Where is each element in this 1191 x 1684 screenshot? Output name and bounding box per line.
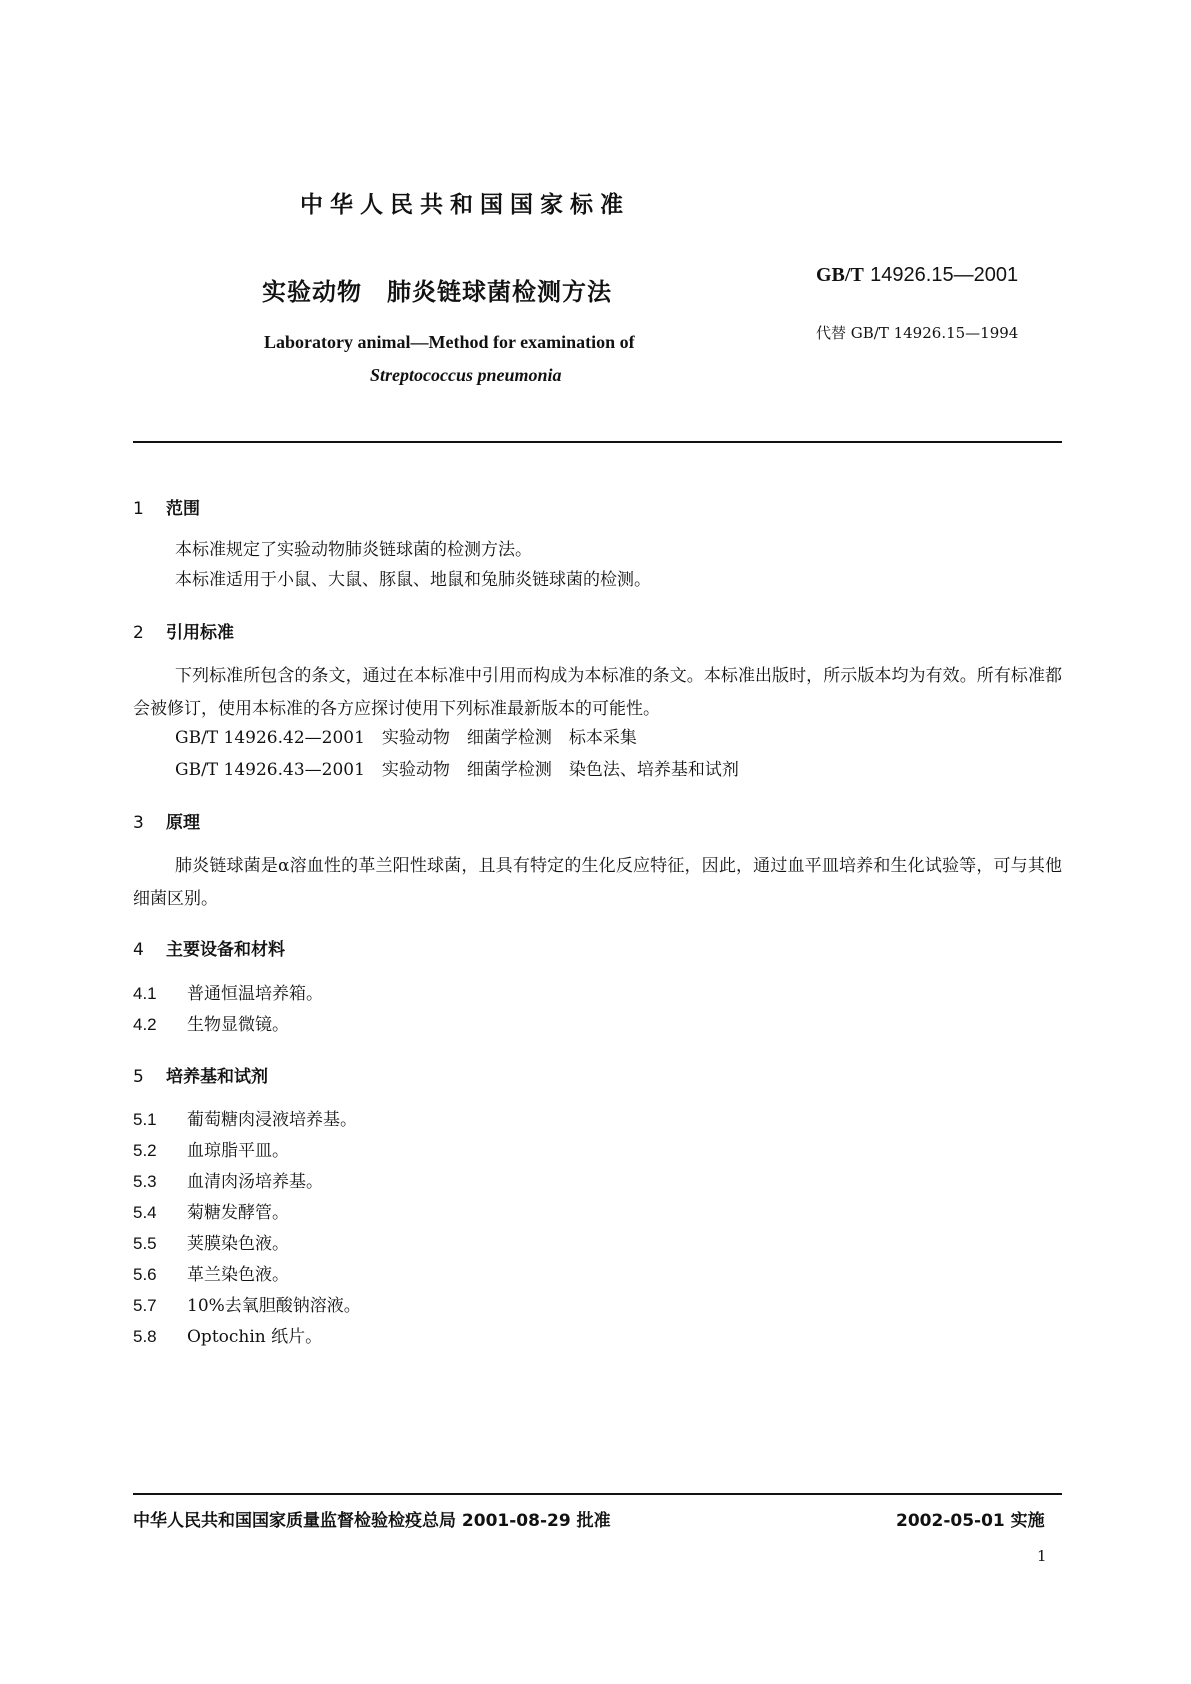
document-title-en-species: Streptococcus pneumonia — [370, 365, 562, 385]
section-heading-2 — [133, 618, 234, 643]
item-number: 4.2 — [133, 1015, 157, 1034]
footer-divider — [133, 1493, 1062, 1495]
list-item — [133, 1260, 289, 1285]
section-heading-4 — [133, 935, 285, 960]
standard-number — [816, 262, 1018, 287]
document-title-cn: 实验动物 肺炎链球菌检测方法 — [262, 278, 612, 306]
standard-code: 14926.15—2001 — [870, 264, 1019, 286]
item-text: 血清肉汤培养基。 — [187, 1172, 323, 1192]
standard-prefix: GB/T — [816, 264, 864, 286]
reference-item-1: GB/T 14926.42—2001 实验动物 细菌学检测 标本采集 — [175, 728, 637, 748]
implementation-date: 2002-05-01 实施 — [896, 1511, 1045, 1531]
item-number: 5.1 — [133, 1110, 157, 1129]
section-heading-5 — [133, 1062, 268, 1087]
list-item — [133, 1167, 323, 1192]
section-title: 引用标准 — [166, 623, 234, 643]
section-number: 1 — [133, 499, 144, 519]
item-number: 5.4 — [133, 1203, 157, 1222]
section-number: 4 — [133, 940, 144, 960]
item-text: 10%去氧胆酸钠溶液。 — [187, 1296, 361, 1316]
item-number: 4.1 — [133, 984, 157, 1003]
reference-item-2: GB/T 14926.43—2001 实验动物 细菌学检测 染色法、培养基和试剂 — [175, 760, 739, 780]
item-number: 5.6 — [133, 1265, 157, 1284]
section-title: 培养基和试剂 — [166, 1067, 268, 1087]
item-text: 葡萄糖肉浸液培养基。 — [187, 1110, 357, 1130]
item-text: 生物显微镜。 — [187, 1015, 289, 1035]
item-text: 普通恒温培养箱。 — [187, 984, 323, 1004]
national-standard-heading: 中华人民共和国国家标准 — [300, 192, 630, 218]
item-number: 5.7 — [133, 1296, 157, 1315]
section-title: 主要设备和材料 — [166, 940, 285, 960]
section-title: 原理 — [166, 813, 200, 833]
list-item — [133, 1229, 289, 1254]
normative-references-paragraph: 下列标准所包含的条文，通过在本标准中引用而构成为本标准的条文。本标准出版时，所示版本均为有效。所有标准都会被修订，使用本标准的各方应探讨使用下列标准最新版本的可能性。 — [133, 666, 1062, 719]
item-number: 5.2 — [133, 1141, 157, 1160]
section-number: 2 — [133, 623, 144, 643]
issuing-authority: 中华人民共和国国家质量监督检验检疫总局 2001-08-29 批准 — [133, 1511, 611, 1531]
page-number: 1 — [1037, 1547, 1047, 1565]
list-item — [133, 979, 323, 1004]
section-heading-3 — [133, 808, 200, 833]
scope-paragraph-1: 本标准规定了实验动物肺炎链球菌的检测方法。 — [175, 540, 532, 560]
list-item — [133, 1136, 289, 1161]
item-text: Optochin 纸片。 — [187, 1327, 323, 1347]
list-item — [133, 1105, 357, 1130]
section-number: 3 — [133, 813, 144, 833]
header-divider — [133, 441, 1062, 443]
item-number: 5.5 — [133, 1234, 157, 1253]
section-heading-1 — [133, 494, 200, 519]
section-number: 5 — [133, 1067, 144, 1087]
scope-paragraph-2: 本标准适用于小鼠、大鼠、豚鼠、地鼠和兔肺炎链球菌的检测。 — [175, 570, 651, 590]
item-text: 血琼脂平皿。 — [187, 1141, 289, 1161]
section-title: 范围 — [166, 499, 200, 519]
list-item — [133, 1198, 289, 1223]
list-item — [133, 1291, 361, 1316]
document-title-en: Laboratory animal—Method for examination of — [264, 332, 635, 352]
list-item — [133, 1010, 289, 1035]
replaces-standard: 代替 GB/T 14926.15—1994 — [816, 324, 1019, 342]
item-text: 荚膜染色液。 — [187, 1234, 289, 1254]
item-text: 革兰染色液。 — [187, 1265, 289, 1285]
list-item — [133, 1322, 322, 1347]
principle-paragraph: 肺炎链球菌是α溶血性的革兰阳性球菌，且具有特定的生化反应特征，因此，通过血平皿培养和生化试验等，可与其他细菌区别。 — [133, 856, 1062, 909]
item-number: 5.8 — [133, 1327, 157, 1346]
item-number: 5.3 — [133, 1172, 157, 1191]
item-text: 菊糖发酵管。 — [187, 1203, 289, 1223]
